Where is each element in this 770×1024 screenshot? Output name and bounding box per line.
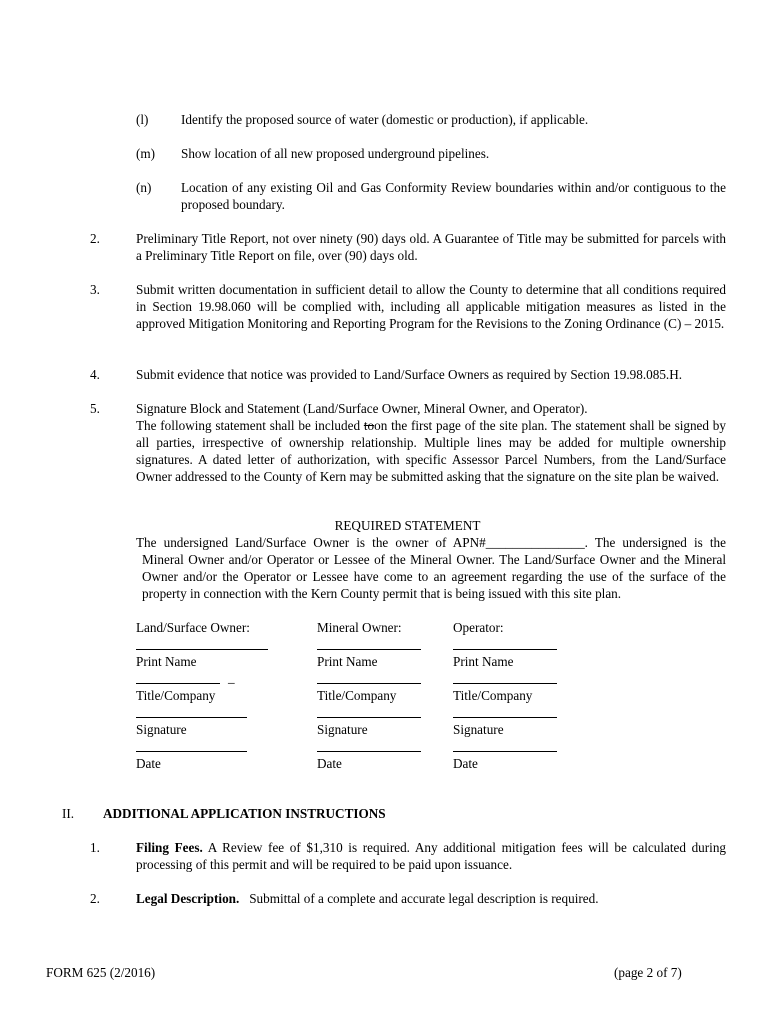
land-owner-signature-line[interactable] [136,717,247,718]
date-label: Date [453,756,478,771]
mineral-owner-header: Mineral Owner: [317,620,402,635]
operator-date-line[interactable] [453,751,557,752]
item-text: Preliminary Title Report, not over ninety (90) days old. A Guarantee of Title may be submitted for parcels with a Preliminary Title Report on file, over (90) days old. [136,231,726,263]
item-text: Submit evidence that notice was provided to Land/Surface Owners as required by Section 19.98.085.H. [136,367,683,382]
title-company-label: Title/Company [317,688,397,703]
operator-header: Operator: [453,620,504,635]
item-label: (m) [136,146,156,161]
operator-signature-line[interactable] [453,717,557,718]
section-heading: ADDITIONAL APPLICATION INSTRUCTIONS [103,806,386,821]
mineral-owner-signature-line[interactable] [317,717,421,718]
signature-label: Signature [136,722,187,737]
title-company-label: Title/Company [453,688,533,703]
land-owner-title-line[interactable] [136,683,220,684]
item-text: Identify the proposed source of water (domestic or production), if applicable. [181,112,589,127]
item-number: 4. [90,367,100,382]
required-statement-line1: The undersigned Land/Surface Owner is the owner of APN#_______________. The undersigned is the [136,535,726,550]
item-text: Submit written documentation in sufficient detail to allow the County to determine that all conditions required in Section 19.98.060 will be complied with, including all applicable mitigation measures as listed in the approved Mitigation Monitoring and Reporting Program for the Revisions to the Zoning Ordinance (C) – 2015. [136,282,726,331]
item-text: Location of any existing Oil and Gas Conformity Review boundaries within and/or contiguous to the proposed boundary. [181,180,726,212]
title-company-label: Title/Company [136,688,216,703]
item-text-after: on the first page of the site plan. The statement shall be signed by all parties, irrespective of ownership relationship. Multiple lines may be added for multiple ownership signatures. A dated letter of authorization, with specific Assessor Parcel Numbers, from the Land/Surface Owner addressed to the County of Kern may be submitted asking that the signature on the site plan be waived. [136,418,726,484]
legal-description-body: Submittal of a complete and accurate legal description is required. [239,891,599,906]
item-heading: Signature Block and Statement (Land/Surface Owner, Mineral Owner, and Operator). [136,401,588,416]
date-label: Date [136,756,161,771]
signature-label: Signature [453,722,504,737]
struck-text: to [363,418,375,433]
filing-fees-body: A Review fee of $1,310 is required. Any additional mitigation fees will be calculated during processing of this permit and will be required to be paid upon issuance. [136,840,727,872]
item-number: 2. [90,891,100,906]
item-number: 1. [90,840,100,855]
item-number: 5. [90,401,100,416]
date-label: Date [317,756,342,771]
item-text-before: The following statement shall be included [136,418,364,433]
section-numeral: II. [62,806,75,821]
filing-fees-label: Filing Fees. [136,840,203,855]
land-owner-print-name-line[interactable] [136,649,268,650]
item-label: (l) [136,112,149,127]
land-owner-date-line[interactable] [136,751,247,752]
item-number: 3. [90,282,100,297]
mineral-owner-title-line[interactable] [317,683,421,684]
signature-label: Signature [317,722,368,737]
operator-title-line[interactable] [453,683,557,684]
item-label: (n) [136,180,152,195]
item-text [136,417,726,485]
filing-fees-text [136,839,726,873]
mineral-owner-date-line[interactable] [317,751,421,752]
print-name-label: Print Name [317,654,378,669]
required-statement-title: REQUIRED STATEMENT [334,518,481,533]
form-number: FORM 625 (2/2016) [46,965,156,980]
item-number: 2. [90,231,100,246]
required-statement-body: Mineral Owner and/or Operator or Lessee of the Mineral Owner. The Land/Surface Owner and the Mineral Owner and/or the Operator or Lessee have come to an agreement regarding the use of the surface of the property in connection with the Kern County permit that is being issued with this site plan. [142,552,726,601]
print-name-label: Print Name [136,654,197,669]
legal-description-label: Legal Description. [136,891,240,906]
legal-description-text [136,890,726,907]
print-name-label: Print Name [453,654,514,669]
page-number: (page 2 of 7) [614,965,682,980]
mineral-owner-print-name-line[interactable] [317,649,421,650]
operator-print-name-line[interactable] [453,649,557,650]
item-text: Show location of all new proposed underground pipelines. [181,146,490,161]
land-owner-header: Land/Surface Owner: [136,620,250,635]
title-dash: _ [228,670,235,685]
